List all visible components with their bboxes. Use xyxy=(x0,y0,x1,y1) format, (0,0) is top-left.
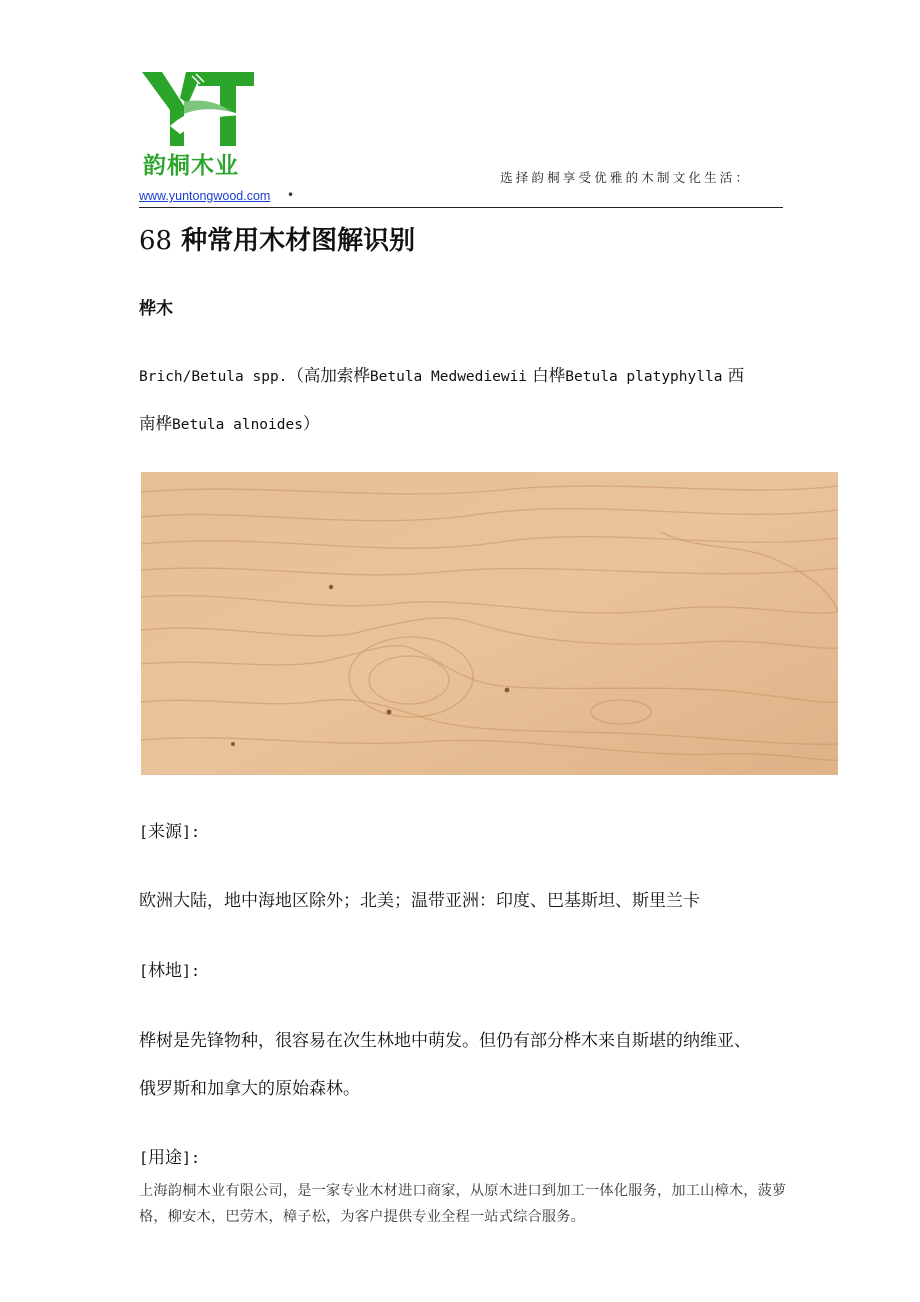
use-label xyxy=(139,1143,200,1168)
page-title xyxy=(139,220,415,257)
label-text: 林地 xyxy=(148,961,183,981)
bracket: [ xyxy=(139,962,149,980)
latin-name: Betula alnoides xyxy=(172,417,303,433)
website-link[interactable]: www.yuntongwood.com xyxy=(139,189,271,203)
separator-dot: • xyxy=(287,188,295,202)
logo-text: 韵桐木业 xyxy=(143,153,239,179)
bracket: [ xyxy=(139,823,149,841)
bracket: ]: xyxy=(182,962,201,980)
bracket: ]: xyxy=(182,1149,201,1167)
latin-name: Betula platyphylla xyxy=(565,369,723,385)
title-text: 种常用木材图解识别 xyxy=(172,226,416,256)
source-text: 欧洲大陆，地中海地区除外；北美；温带亚洲：印度、巴基斯坦、斯里兰卡 xyxy=(139,891,700,911)
forest-label xyxy=(139,956,200,981)
label-text: 用途 xyxy=(148,1148,183,1168)
label-text: 来源 xyxy=(148,822,183,842)
birch-wood-image xyxy=(141,472,838,775)
latin-name: Brich/Betula spp. xyxy=(139,369,288,385)
latin-name: Betula Medwediewii xyxy=(369,369,528,385)
species-line-2 xyxy=(139,410,319,434)
species-text: ） xyxy=(302,414,320,433)
bracket: [ xyxy=(139,1149,149,1167)
section-heading: 桦木 xyxy=(139,299,173,319)
species-line-1 xyxy=(139,362,744,386)
species-text: 白桦 xyxy=(527,366,566,385)
header-divider xyxy=(139,207,783,208)
company-footer-text: 上海韵桐木业有限公司，是一家专业木材进口商家，从原木进口到加工一体化服务，加工山樟木，菠萝格，柳安木，巴劳木，樟子松，为客户提供专业全程一站式综合服务。 xyxy=(139,1183,787,1225)
species-text: 西 xyxy=(722,366,745,385)
species-text: （高加索桦 xyxy=(287,366,370,385)
slogan: 选择韵桐享受优雅的木制文化生活： xyxy=(500,170,752,185)
bracket: ]: xyxy=(182,823,201,841)
title-number: 68 xyxy=(139,226,173,256)
yt-leaf-logo-icon xyxy=(140,68,258,148)
species-text: 南桦 xyxy=(139,414,172,433)
source-label xyxy=(139,817,200,842)
forest-text-line-2: 俄罗斯和加拿大的原始森林。 xyxy=(139,1079,360,1099)
forest-text-line-1: 桦树是先锋物种，很容易在次生林地中萌发。但仍有部分桦木来自斯堪的纳维亚、 xyxy=(139,1031,751,1051)
